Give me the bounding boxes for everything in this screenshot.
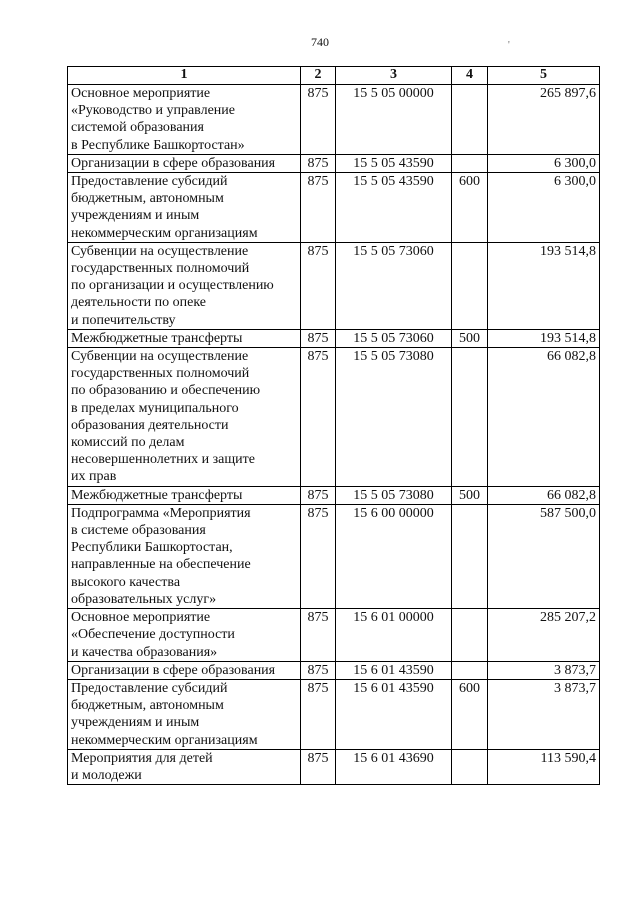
row-sum-cell: 6 300,0: [488, 173, 600, 243]
column-header-5: 5: [488, 67, 600, 85]
table-row: [68, 85, 600, 155]
row-vr-cell: [452, 85, 488, 155]
row-name-cell: Субвенции на осуществление государственных полномочий по образованию и обеспечению в пределах муниципального образования деятельности комиссий по делам несовершеннолетних и защите их прав: [68, 348, 301, 487]
row-csr-cell: 15 5 05 43590: [336, 154, 452, 172]
column-header-4: 4: [452, 67, 488, 85]
row-sum-cell: 193 514,8: [488, 329, 600, 347]
row-csr-cell: 15 5 05 73080: [336, 486, 452, 504]
row-sum-cell: 113 590,4: [488, 749, 600, 784]
row-vr-cell: [452, 504, 488, 608]
row-sum-cell: 6 300,0: [488, 154, 600, 172]
row-ved-cell: 875: [301, 679, 336, 749]
row-name-cell: Предоставление субсидий бюджетным, автономным учреждениям и иным некоммерческим организациям: [68, 173, 301, 243]
row-sum-cell: 66 082,8: [488, 348, 600, 487]
row-vr-cell: [452, 661, 488, 679]
row-vr-cell: [452, 348, 488, 487]
row-sum-cell: 3 873,7: [488, 661, 600, 679]
row-ved-cell: 875: [301, 661, 336, 679]
row-ved-cell: 875: [301, 85, 336, 155]
row-csr-cell: 15 6 01 00000: [336, 609, 452, 662]
table-row: [68, 242, 600, 329]
row-ved-cell: 875: [301, 329, 336, 347]
row-ved-cell: 875: [301, 504, 336, 608]
row-sum-cell: 285 207,2: [488, 609, 600, 662]
table-row: [68, 173, 600, 243]
table-row: [68, 504, 600, 608]
row-sum-cell: 193 514,8: [488, 242, 600, 329]
row-name-cell: Предоставление субсидий бюджетным, автономным учреждениям и иным некоммерческим организациям: [68, 679, 301, 749]
row-ved-cell: 875: [301, 609, 336, 662]
budget-table: [67, 66, 600, 785]
row-name-cell: Организации в сфере образования: [68, 661, 301, 679]
row-csr-cell: 15 5 05 43590: [336, 173, 452, 243]
row-vr-cell: 500: [452, 329, 488, 347]
row-csr-cell: 15 5 05 73080: [336, 348, 452, 487]
row-csr-cell: 15 6 01 43590: [336, 679, 452, 749]
row-vr-cell: [452, 609, 488, 662]
row-vr-cell: 500: [452, 486, 488, 504]
row-name-cell: Мероприятия для детей и молодежи: [68, 749, 301, 784]
row-csr-cell: 15 6 00 00000: [336, 504, 452, 608]
column-header-3: 3: [336, 67, 452, 85]
row-csr-cell: 15 5 05 00000: [336, 85, 452, 155]
row-vr-cell: 600: [452, 679, 488, 749]
row-sum-cell: 587 500,0: [488, 504, 600, 608]
row-ved-cell: 875: [301, 348, 336, 487]
table-header-row: [68, 67, 600, 85]
row-csr-cell: 15 5 05 73060: [336, 242, 452, 329]
column-header-1: 1: [68, 67, 301, 85]
row-vr-cell: [452, 154, 488, 172]
row-name-cell: Организации в сфере образования: [68, 154, 301, 172]
row-name-cell: Подпрограмма «Мероприятия в системе образования Республики Башкортостан, направленные на обеспечение высокого качества образовательных услуг»: [68, 504, 301, 608]
row-ved-cell: 875: [301, 486, 336, 504]
row-sum-cell: 66 082,8: [488, 486, 600, 504]
column-header-2: 2: [301, 67, 336, 85]
row-ved-cell: 875: [301, 749, 336, 784]
page-number: 740: [311, 35, 329, 49]
table-row: [68, 749, 600, 784]
table-row: [68, 154, 600, 172]
row-vr-cell: 600: [452, 173, 488, 243]
table-row: [68, 329, 600, 347]
corner-mark: ': [508, 40, 510, 51]
row-ved-cell: 875: [301, 242, 336, 329]
table-row: [68, 679, 600, 749]
row-name-cell: Основное мероприятие «Обеспечение доступности и качества образования»: [68, 609, 301, 662]
row-csr-cell: 15 6 01 43590: [336, 661, 452, 679]
table-row: [68, 486, 600, 504]
table-row: [68, 609, 600, 662]
row-csr-cell: 15 6 01 43690: [336, 749, 452, 784]
row-sum-cell: 265 897,6: [488, 85, 600, 155]
row-name-cell: Субвенции на осуществление государственных полномочий по организации и осуществлению деятельности по опеке и попечительству: [68, 242, 301, 329]
row-vr-cell: [452, 749, 488, 784]
row-name-cell: Межбюджетные трансферты: [68, 329, 301, 347]
row-ved-cell: 875: [301, 173, 336, 243]
table-row: [68, 661, 600, 679]
row-csr-cell: 15 5 05 73060: [336, 329, 452, 347]
table-row: [68, 348, 600, 487]
row-ved-cell: 875: [301, 154, 336, 172]
row-sum-cell: 3 873,7: [488, 679, 600, 749]
row-vr-cell: [452, 242, 488, 329]
row-name-cell: Межбюджетные трансферты: [68, 486, 301, 504]
row-name-cell: Основное мероприятие «Руководство и управление системой образования в Республике Башкортостан»: [68, 85, 301, 155]
